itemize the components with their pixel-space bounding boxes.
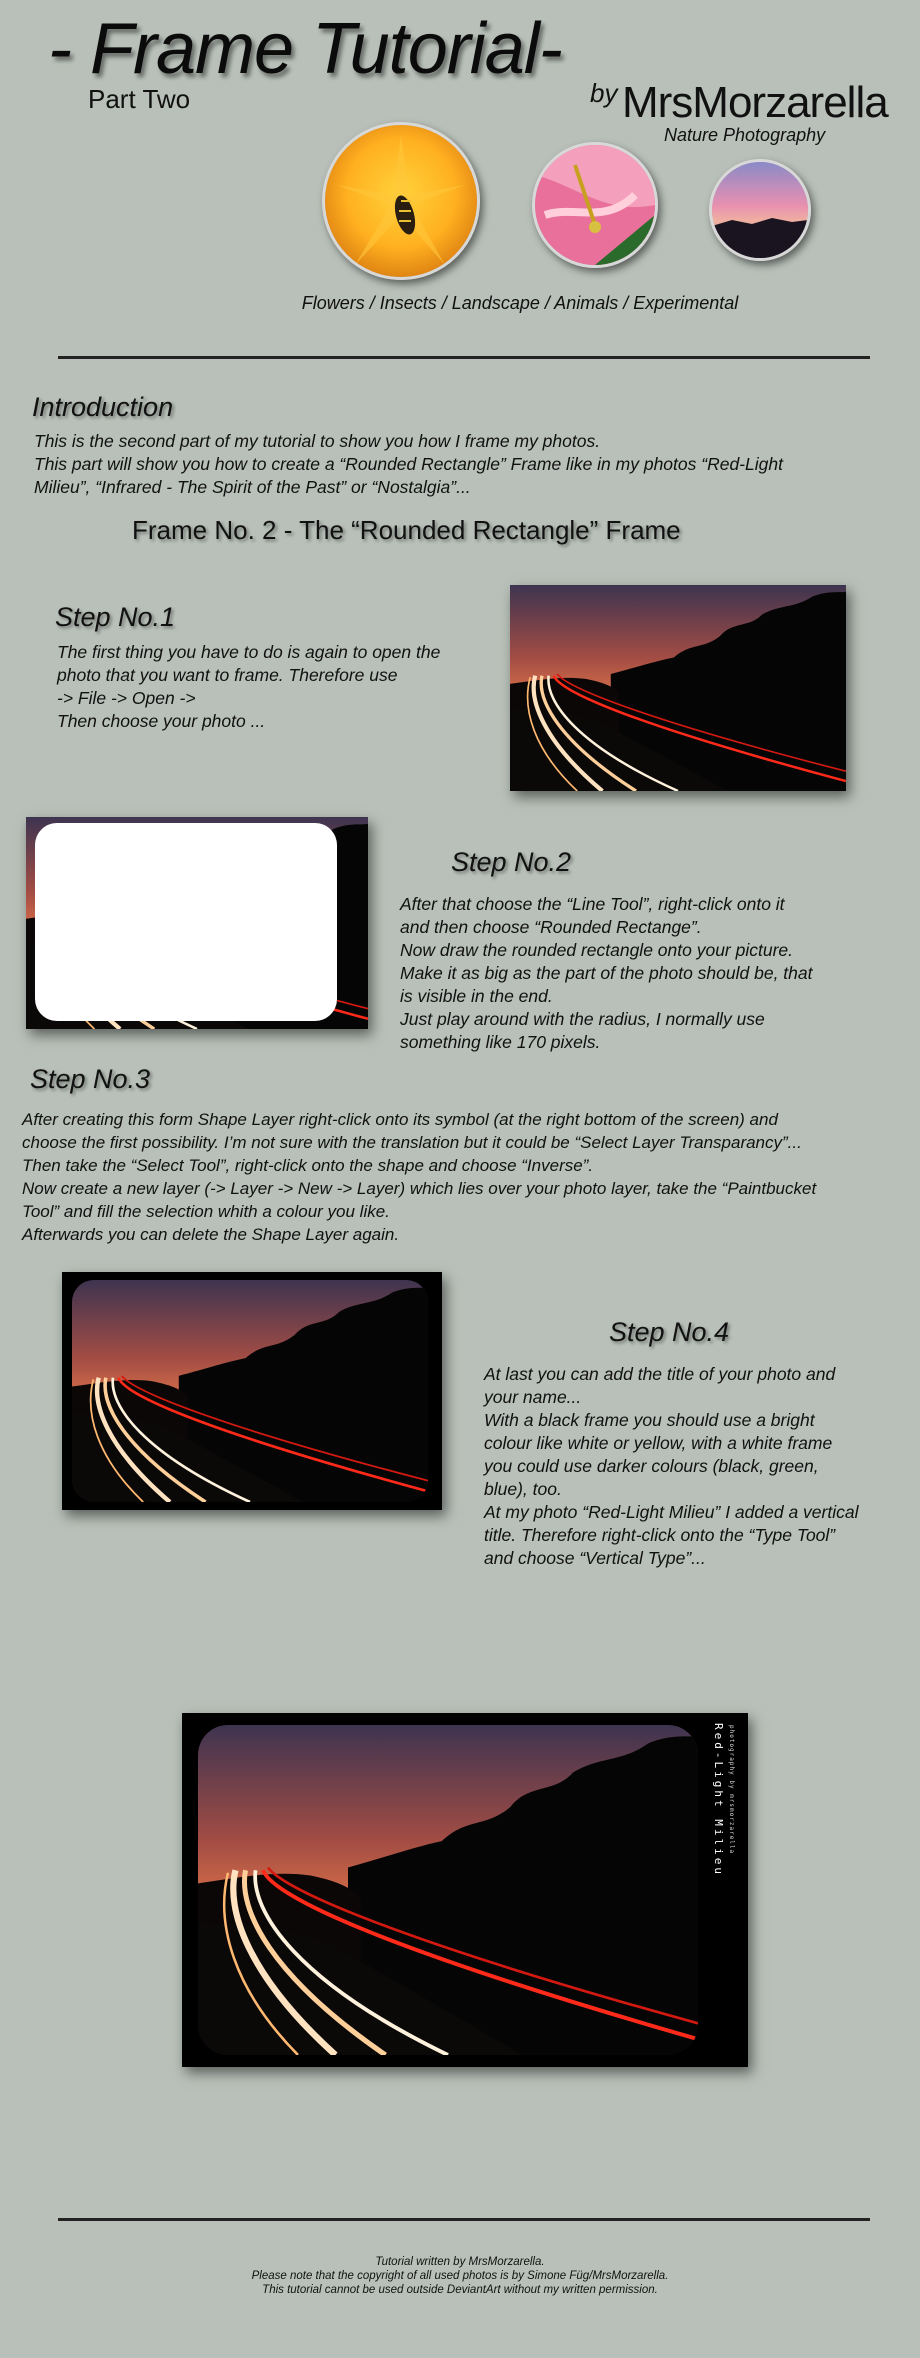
intro-line: Milieu”, “Infrared - The Spirit of the Past” or “Nostalgia”...	[34, 477, 471, 497]
step4-line: With a black frame you should use a bright	[484, 1410, 815, 1430]
step4-photo	[62, 1272, 442, 1510]
step4-line: and choose “Vertical Type”...	[484, 1548, 706, 1568]
step4-line: colour like white or yellow, with a white frame	[484, 1433, 833, 1453]
intro-heading: Introduction	[32, 392, 174, 422]
step2-line: After that choose the “Line Tool”, right-click onto it	[400, 894, 785, 914]
step1-line: The first thing you have to do is again to open the	[57, 642, 441, 662]
step2-line: Make it as big as the part of the photo should be, that	[400, 963, 813, 983]
landscape-thumbnail	[709, 159, 811, 261]
step2-text	[400, 893, 880, 1054]
step3-heading: Step No.3	[30, 1064, 151, 1094]
footer-line: This tutorial cannot be used outside DeviantArt without my written permission.	[262, 2284, 658, 2296]
flower-thumbnail	[322, 122, 480, 280]
step2-photo	[26, 817, 368, 1029]
step1-line: -> File -> Open ->	[57, 688, 196, 708]
step3-line: Afterwards you can delete the Shape Layer again.	[22, 1225, 400, 1244]
step1-photo	[510, 585, 846, 791]
rounded-rectangle-shape	[35, 823, 337, 1021]
divider-bottom	[58, 2218, 870, 2221]
intro-line: This is the second part of my tutorial to show you how I frame my photos.	[34, 431, 601, 451]
step3-line: Now create a new layer (-> Layer -> New -> Layer) which lies over your photo layer, take the “Paintbucket	[22, 1179, 817, 1198]
vertical-photo-credit: photography by mrsmorzarella	[728, 1725, 735, 1855]
page-title: - Frame Tutorial-	[48, 9, 562, 89]
footer-line: Please note that the copyright of all used photos is by Simone Füg/MrsMorzarella.	[251, 2270, 669, 2282]
footer-line: Tutorial written by MrsMorzarella.	[375, 2256, 545, 2268]
step1-line: Then choose your photo ...	[57, 711, 266, 731]
divider-top	[58, 356, 870, 359]
step2-line: is visible in the end.	[400, 986, 553, 1006]
step1-line: photo that you want to frame. Therefore use	[57, 665, 398, 685]
final-framed-photo	[182, 1713, 748, 2067]
step3-text	[22, 1108, 912, 1246]
step3-line: Then take the “Select Tool”, right-click onto the shape and choose “Inverse”.	[22, 1156, 594, 1175]
step1-text	[57, 641, 497, 733]
page-subtitle: Part Two	[88, 84, 191, 114]
vertical-photo-title: Red-Light Milieu	[712, 1723, 725, 1877]
step4-line: At my photo “Red-Light Milieu” I added a vertical	[484, 1502, 859, 1522]
step2-line: Now draw the rounded rectangle onto your picture.	[400, 940, 794, 960]
author-tagline: Nature Photography	[664, 125, 826, 145]
step4-line: At last you can add the title of your photo and	[484, 1364, 836, 1384]
step4-heading: Step No.4	[609, 1317, 730, 1347]
step4-line: title. Therefore right-click onto the “Type Tool”	[484, 1525, 836, 1545]
lily-thumbnail	[532, 142, 658, 268]
category-list: Flowers / Insects / Landscape / Animals / Experimental	[301, 293, 739, 313]
step1-heading: Step No.1	[55, 602, 176, 632]
frame-heading: Frame No. 2 - The “Rounded Rectangle” Frame	[132, 515, 681, 545]
step3-line: After creating this form Shape Layer right-click onto its symbol (at the right bottom of the screen) and	[22, 1110, 778, 1129]
step4-line: your name...	[484, 1387, 582, 1407]
step4-line: you could use darker colours (black, green,	[484, 1456, 819, 1476]
step2-line: and then choose “Rounded Rectange”.	[400, 917, 702, 937]
author-name: MrsMorzarella	[622, 78, 888, 127]
intro-line: This part will show you how to create a “Rounded Rectangle” Frame like in my photos “Red-Light	[34, 454, 783, 474]
step2-line: something like 170 pixels.	[400, 1032, 601, 1052]
step2-line: Just play around with the radius, I normally use	[400, 1009, 765, 1029]
byline-prefix: by	[590, 78, 618, 108]
step2-heading: Step No.2	[451, 847, 572, 877]
step4-text	[484, 1363, 904, 1570]
footer-notice	[0, 2255, 920, 2297]
step4-line: blue), too.	[484, 1479, 562, 1499]
step3-line: choose the first possibility. I’m not sure with the translation but it could be “Select Layer Transparancy”...	[22, 1133, 802, 1152]
intro-text	[34, 430, 894, 499]
step3-line: Tool” and fill the selection whith a colour you like.	[22, 1202, 390, 1221]
